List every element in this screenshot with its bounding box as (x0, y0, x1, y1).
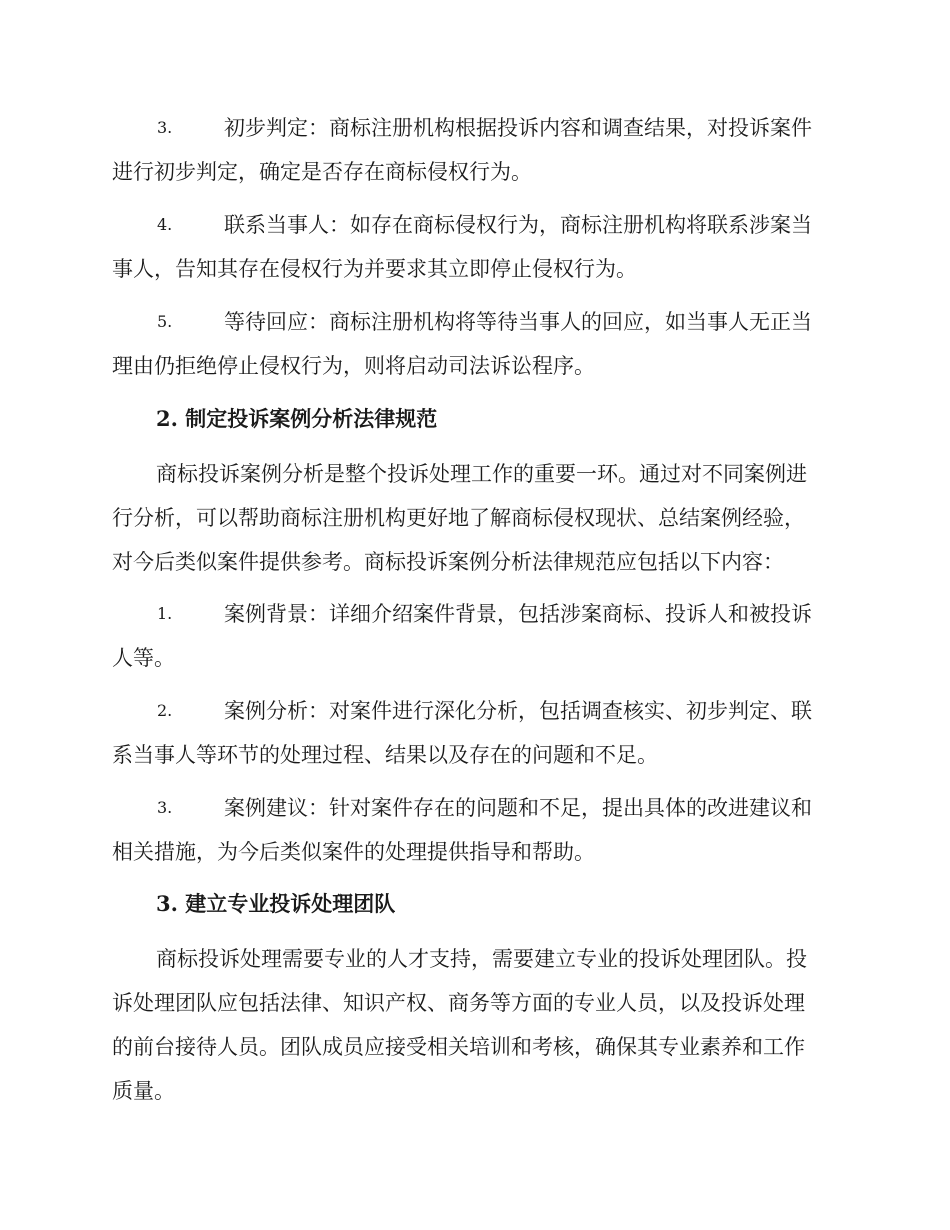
paragraph (112, 452, 834, 584)
list-item (112, 106, 834, 194)
list-number: 4. (157, 215, 173, 234)
list-item (112, 786, 834, 874)
list-item (112, 689, 834, 777)
list-text-continued: 相关措施，为今后类似案件的处理提供指导和帮助。 (112, 840, 595, 864)
list-item (112, 203, 834, 291)
list-text: 初步判定：商标注册机构根据投诉内容和调查结果，对投诉案件 (224, 116, 812, 140)
list-text: 等待回应：商标注册机构将等待当事人的回应，如当事人无正当 (224, 310, 812, 334)
list-text: 案例建议：针对案件存在的问题和不足，提出具体的改进建议和 (224, 796, 812, 820)
list-number: 3. (157, 118, 173, 137)
paragraph-line: 质量。 (112, 1079, 175, 1103)
list-item (112, 592, 834, 680)
list-number: 1. (157, 604, 173, 623)
list-text: 案例分析：对案件进行深化分析，包括调查核实、初步判定、联 (224, 699, 812, 723)
section-heading: 2. 制定投诉案例分析法律规范 (156, 406, 438, 431)
list-text-continued: 进行初步判定，确定是否存在商标侵权行为。 (112, 160, 532, 184)
paragraph-line: 诉处理团队应包括法律、知识产权、商务等方面的专业人员，以及投诉处理 (112, 991, 805, 1015)
list-item (112, 300, 834, 388)
paragraph-line: 商标投诉案例分析是整个投诉处理工作的重要一环。通过对不同案例进 (156, 462, 807, 486)
list-text-continued: 事人，告知其存在侵权行为并要求其立即停止侵权行为。 (112, 257, 637, 281)
paragraph-line: 行分析，可以帮助商标注册机构更好地了解商标侵权现状、总结案例经验， (112, 506, 805, 530)
paragraph-line: 商标投诉处理需要专业的人才支持，需要建立专业的投诉处理团队。投 (156, 947, 807, 971)
list-text: 联系当事人：如存在商标侵权行为，商标注册机构将联系涉案当 (224, 213, 812, 237)
paragraph (112, 937, 834, 1113)
list-number: 5. (157, 312, 173, 331)
list-number: 3. (157, 798, 173, 817)
section-heading: 3. 建立专业投诉处理团队 (156, 891, 396, 916)
paragraph-line: 的前台接待人员。团队成员应接受相关培训和考核，确保其专业素养和工作 (112, 1035, 805, 1059)
paragraph-line: 对今后类似案件提供参考。商标投诉案例分析法律规范应包括以下内容： (112, 550, 784, 574)
list-text-continued: 系当事人等环节的处理过程、结果以及存在的问题和不足。 (112, 743, 658, 767)
list-number: 2. (157, 701, 173, 720)
list-text: 案例背景：详细介绍案件背景，包括涉案商标、投诉人和被投诉 (224, 602, 812, 626)
list-text-continued: 理由仍拒绝停止侵权行为，则将启动司法诉讼程序。 (112, 354, 595, 378)
list-text-continued: 人等。 (112, 646, 175, 670)
